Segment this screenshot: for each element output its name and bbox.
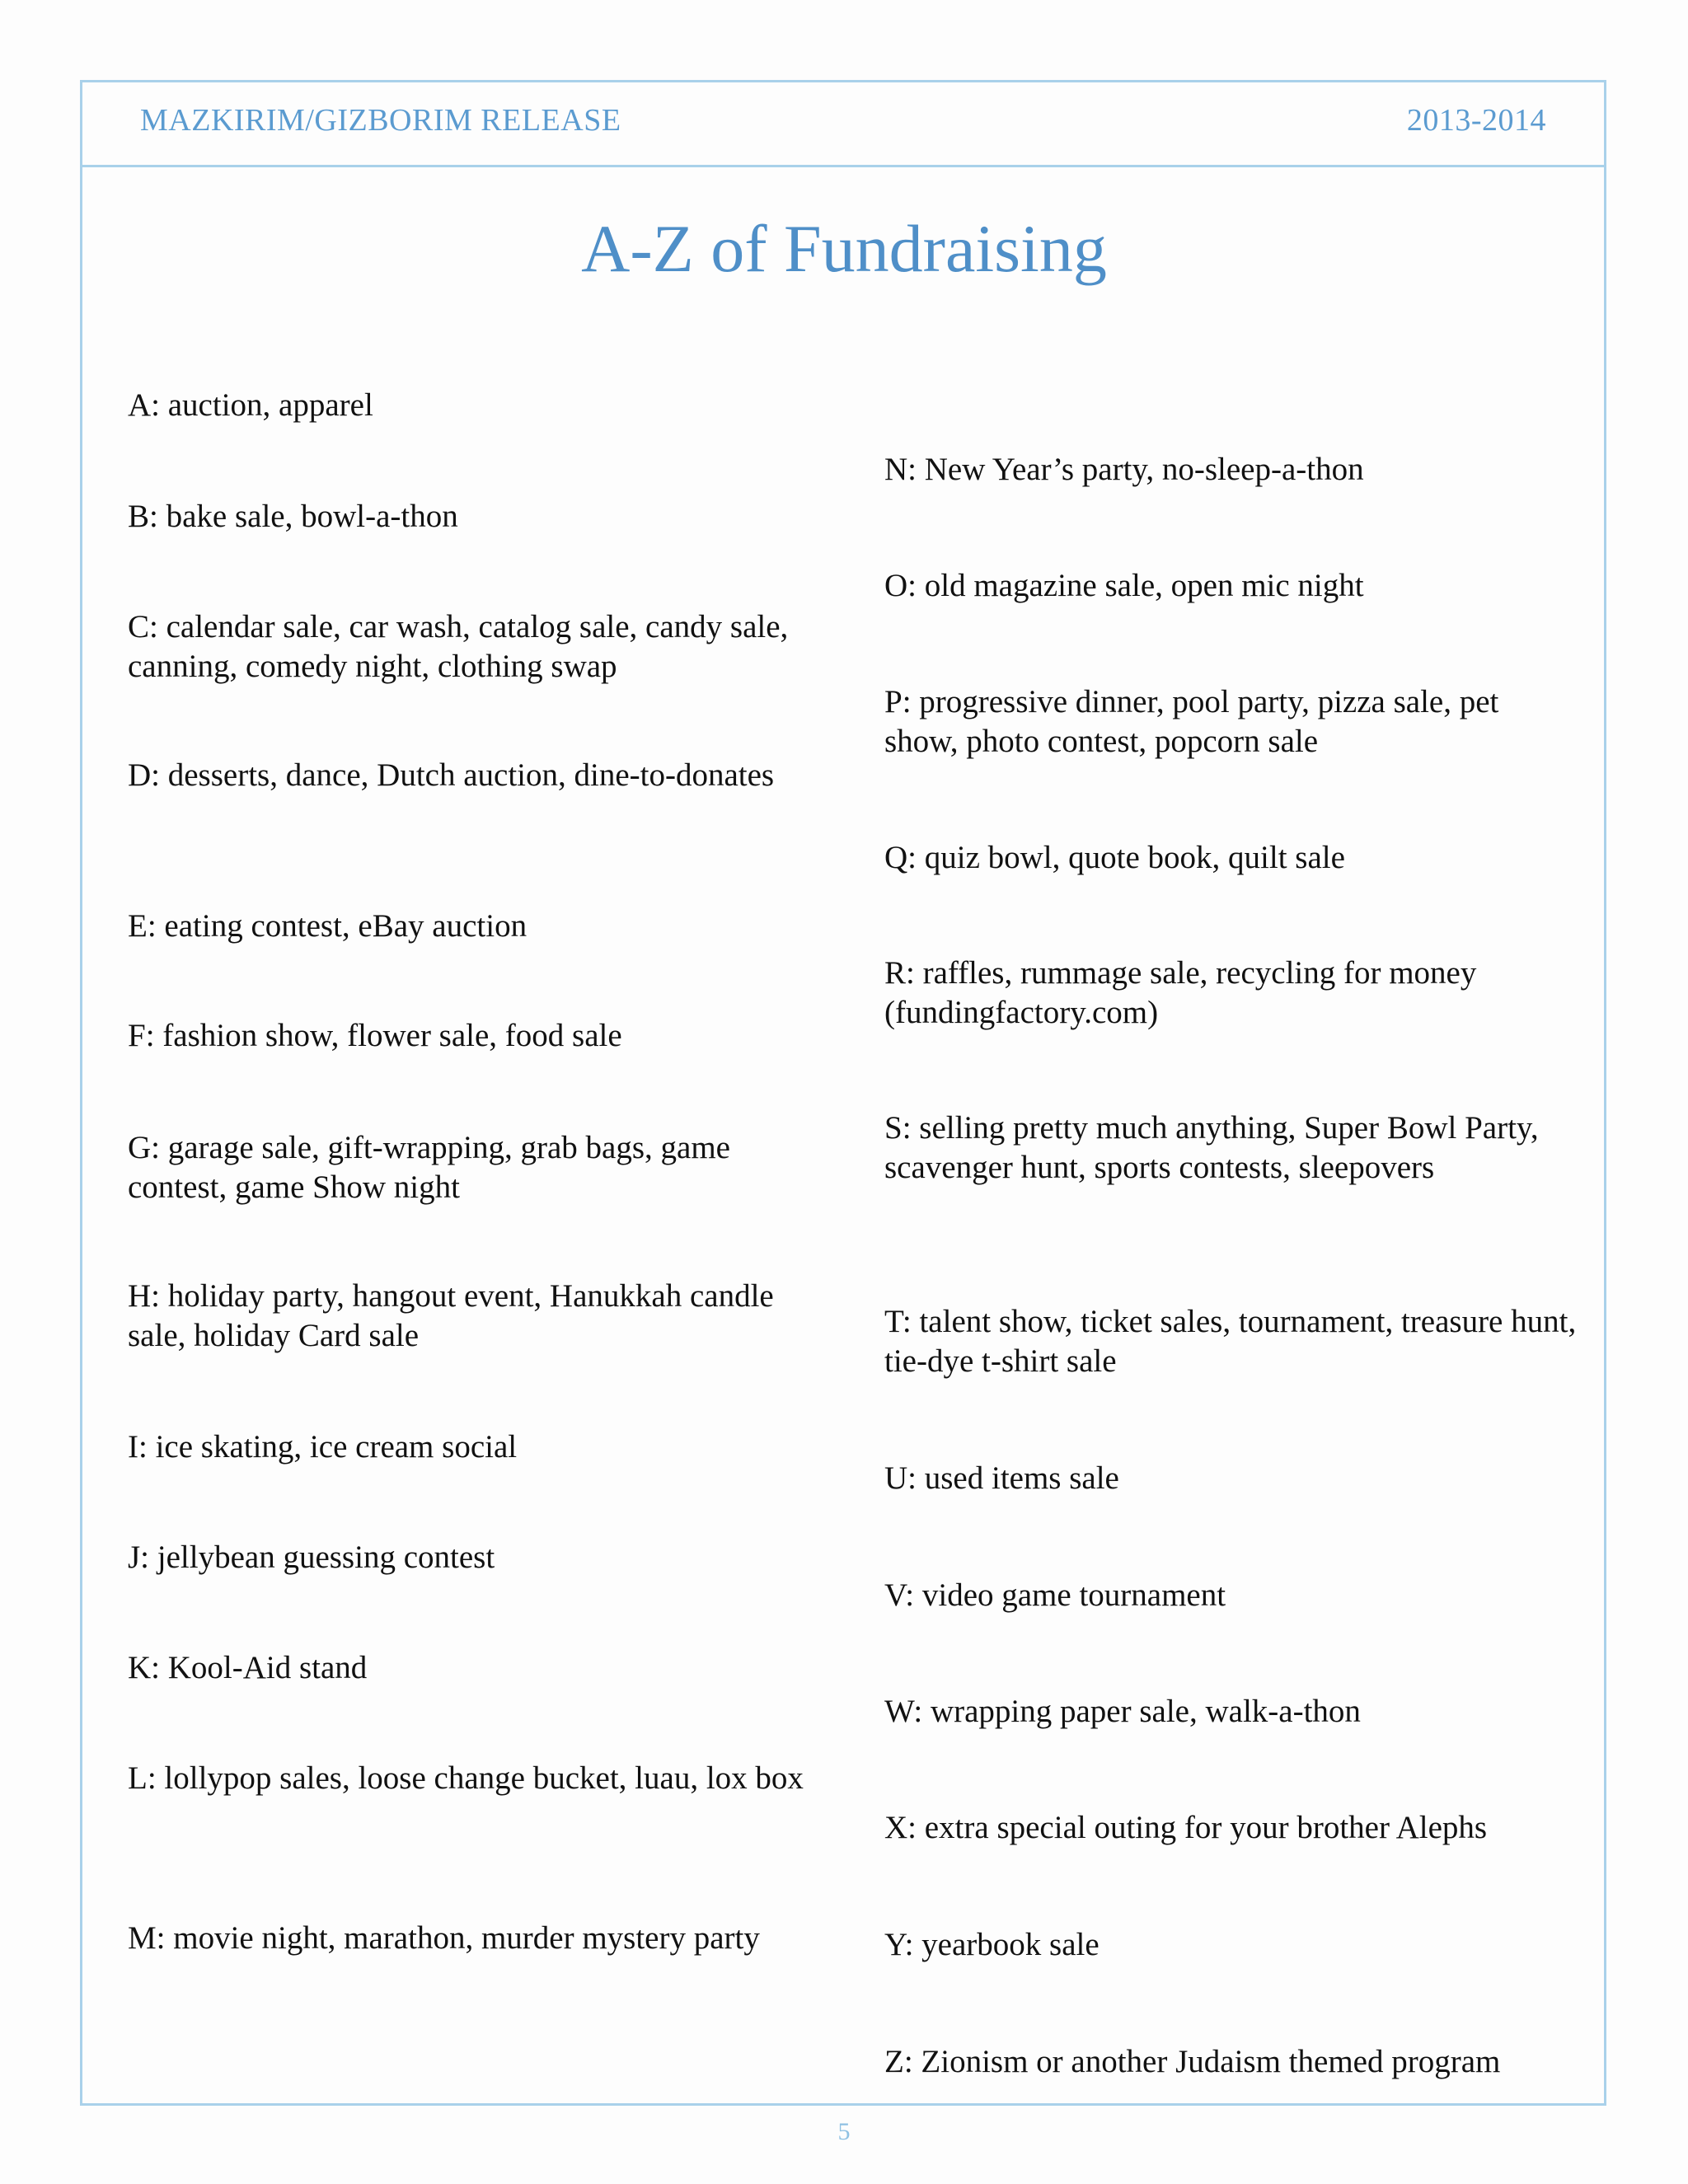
list-item-s: S: selling pretty much anything, Super Bowl Party, scavenger hunt, sports contests, sleepovers bbox=[884, 1110, 1539, 1185]
page-number: 5 bbox=[837, 2118, 851, 2145]
list-item-a: A: auction, apparel bbox=[128, 387, 373, 423]
list-item-g: G: garage sale, gift-wrapping, grab bags, game contest, game Show night bbox=[128, 1130, 730, 1205]
list-item-e: E: eating contest, eBay auction bbox=[128, 908, 528, 944]
list-item-n: N: New Year’s party, no-sleep-a-thon bbox=[884, 452, 1364, 487]
list-item-r: R: raffles, rummage sale, recycling for money (fundingfactory.com) bbox=[884, 955, 1477, 1030]
header-release-title: MAZKIRIM/GIZBORIM RELEASE bbox=[140, 103, 621, 138]
running-header bbox=[82, 82, 1604, 167]
list-item-t: T: talent show, ticket sales, tournament, treasure hunt, tie-dye t-shirt sale bbox=[884, 1304, 1577, 1379]
list-item-z: Z: Zionism or another Judaism themed program bbox=[884, 2044, 1501, 2079]
page-title: A-Z of Fundraising bbox=[581, 211, 1107, 286]
list-item-y: Y: yearbook sale bbox=[884, 1927, 1100, 1962]
list-item-c: C: calendar sale, car wash, catalog sale, candy sale, canning, comedy night, clothing swap bbox=[128, 609, 789, 684]
list-item-d: D: desserts, dance, Dutch auction, dine-to-donates bbox=[128, 757, 775, 793]
list-item-x: X: extra special outing for your brother Alephs bbox=[884, 1810, 1488, 1845]
list-item-l: L: lollypop sales, loose change bucket, luau, lox box bbox=[128, 1760, 804, 1796]
list-item-u: U: used items sale bbox=[884, 1460, 1119, 1496]
list-item-v: V: video game tournament bbox=[884, 1577, 1226, 1613]
list-item-f: F: fashion show, flower sale, food sale bbox=[128, 1018, 622, 1053]
list-item-j: J: jellybean guessing contest bbox=[128, 1540, 495, 1575]
list-item-i: I: ice skating, ice cream social bbox=[128, 1429, 518, 1465]
page-frame bbox=[80, 80, 1606, 2106]
list-item-h: H: holiday party, hangout event, Hanukkah candle sale, holiday Card sale bbox=[128, 1278, 774, 1353]
list-item-b: B: bake sale, bowl-a-thon bbox=[128, 499, 458, 534]
header-year: 2013-2014 bbox=[1406, 103, 1546, 138]
list-item-o: O: old magazine sale, open mic night bbox=[884, 568, 1364, 603]
list-item-p: P: progressive dinner, pool party, pizza sale, pet show, photo contest, popcorn sale bbox=[884, 684, 1499, 759]
list-item-k: K: Kool-Aid stand bbox=[128, 1650, 368, 1685]
list-item-w: W: wrapping paper sale, walk-a-thon bbox=[884, 1694, 1361, 1729]
list-item-q: Q: quiz bowl, quote book, quilt sale bbox=[884, 840, 1345, 875]
list-item-m: M: movie night, marathon, murder mystery party bbox=[128, 1920, 760, 1956]
